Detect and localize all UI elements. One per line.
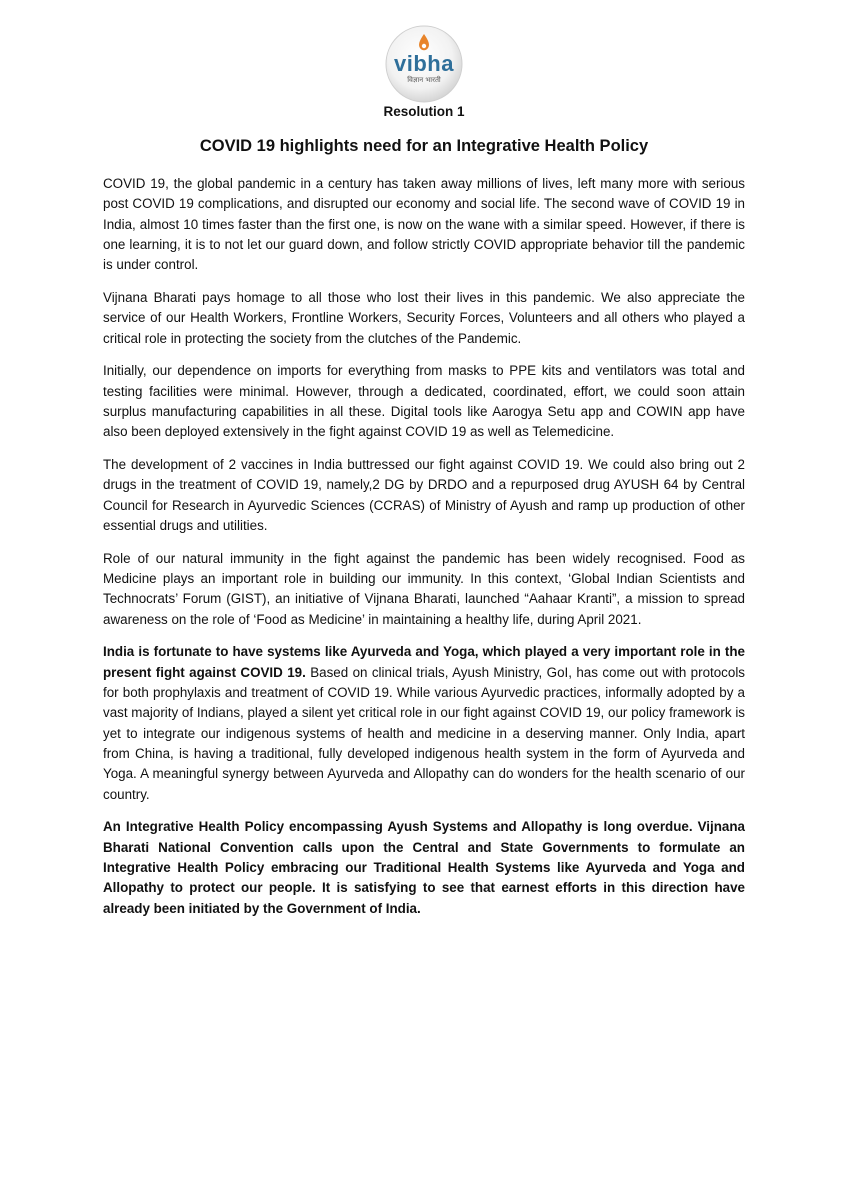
paragraph-4: The development of 2 vaccines in India buttressed our fight against COVID 19. We could also bring out 2 drugs in the treatment of COVID 19, namely,2 DG by DRDO and a repurposed drug AYUSH 64 by Central Council for Research in Ayurvedic Sciences (CCRAS) of Ministry of Ayush and ramp up production of other essential drugs and utilities.	[103, 457, 745, 533]
paragraph-5: Role of our natural immunity in the fight against the pandemic has been widely recognised. Food as Medicine plays an important role in building our immunity. In this context, ‘Global Indian Scientists and Technocrats’ Forum (GIST), an initiative of Vijnana Bharati, launched “Aahaar Kranti”, a mission to spread awareness on the role of ‘Food as Medicine’ in maintaining a healthy life, during April 2021.	[103, 550, 745, 627]
paragraph-7	[103, 817, 745, 918]
logo-subtitle: विज्ञान भारती	[407, 76, 441, 84]
paragraph-6: India is fortunate to have systems like Ayurveda and Yoga, which played a very important role in the present fight against COVID 19. Based on clinical trials, Ayush Ministry, GoI, has come out with protocols for both prophylaxis and treatment of COVID 19. While various Ayurvedic practices, informally adopted by a vast majority of Indians, played a silent yet critical role in our fight against COVID 19, our policy framework is yet to integrate our indigenous systems of health and medicine in a deserving manner. Only India, apart from China, is having a traditional, fully developed indigenous health system in the form of Ayurveda and Yoga. A meaningful synergy between Ayurveda and Allopathy can do wonders for the health scenario of our country.	[103, 644, 745, 802]
resolution-label: Resolution 1	[383, 104, 465, 119]
paragraph-2: Vijnana Bharati pays homage to all those who lost their lives in this pandemic. We also appreciate the service of our Health Workers, Frontline Workers, Security Forces, Volunteers and all others who played a critical role in protecting the society from the clutches of the Pandemic.	[103, 289, 745, 346]
document-title: COVID 19 highlights need for an Integrative Health Policy	[199, 137, 649, 155]
logo-wordmark: vibha	[394, 51, 454, 76]
paragraph-7-bold: An Integrative Health Policy encompassing Ayush Systems and Allopathy is long overdue. Vijnana Bharati National Convention calls upon the Central and State Governments to formulate an Integrative Health Policy embracing our Traditional Health Systems like Ayurveda and Yoga and Allopathy to protect our people. It is satisfying to see that earnest efforts in this direction have already been initiated by the Government of India.	[103, 819, 745, 916]
vibha-logo	[384, 24, 464, 104]
body-text	[103, 174, 745, 931]
paragraph-6-bold: India is fortunate to have systems like Ayurveda and Yoga, which played a very important role in the present fight against COVID 19.	[103, 644, 745, 680]
paragraph-1: COVID 19, the global pandemic in a century has taken away millions of lives, left many more with serious post COVID 19 complications, and disrupted our economy and social life. The second wave of COVID 19 in India, almost 10 times faster than the first one, is now on the wane with a similar speed. However, if there is one learning, it is to not let our guard down, and follow strictly COVID appropriate behavior till the pandemic is under control.	[103, 176, 745, 273]
paragraph-3: Initially, our dependence on imports for everything from masks to PPE kits and ventilators was total and testing facilities were minimal. However, through a dedicated, coordinated, effort, we could soon attain surplus manufacturing capabilities in all these. Digital tools like Aarogya Setu app and COWIN app have also been deployed extensively in the fight against COVID 19 as well as Telemedicine.	[103, 363, 745, 440]
